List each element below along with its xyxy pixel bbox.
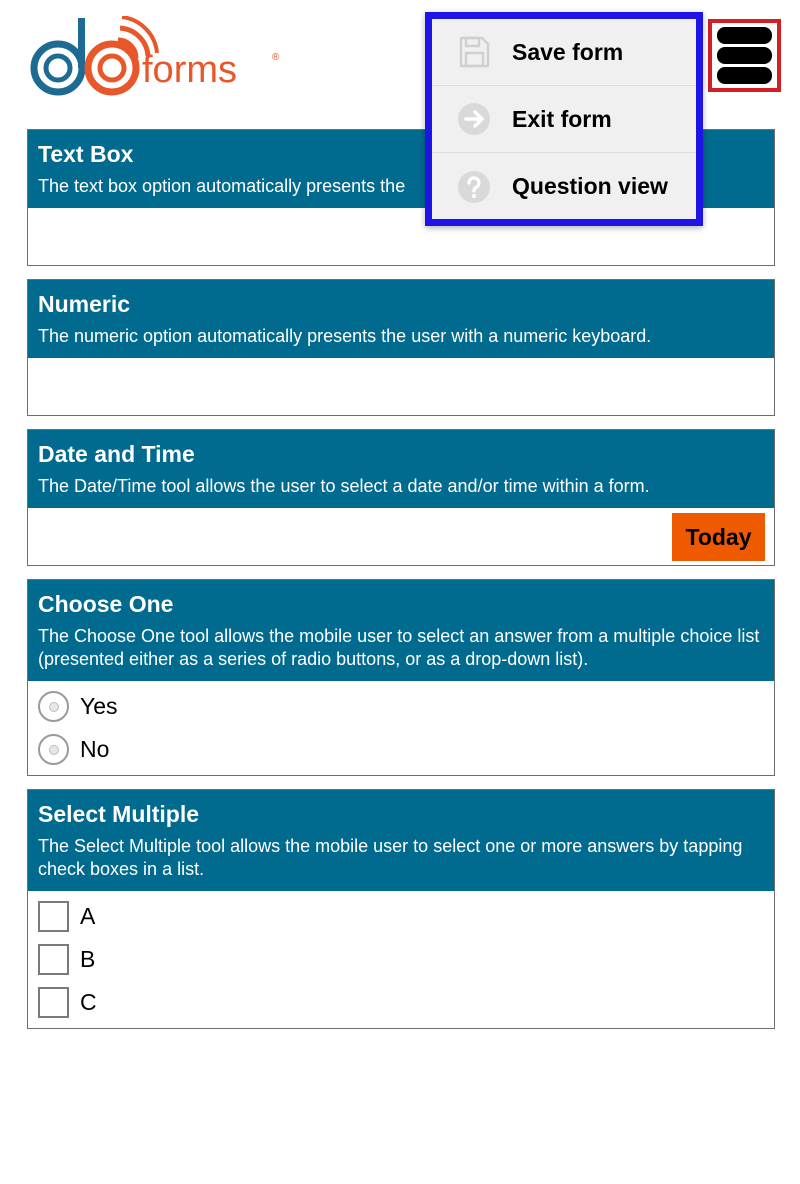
radio-option-label: No bbox=[80, 736, 110, 762]
section-title: Text Box bbox=[38, 141, 134, 167]
radio-button[interactable] bbox=[38, 691, 69, 722]
logo-registered-mark: ® bbox=[272, 52, 280, 63]
date-time-section bbox=[27, 429, 775, 566]
section-header bbox=[28, 580, 774, 681]
checkbox-option-label: A bbox=[80, 903, 96, 929]
menu-item-label: Question view bbox=[512, 173, 668, 199]
menu-button[interactable] bbox=[708, 19, 781, 92]
menu-bar-icon bbox=[717, 47, 772, 64]
select-multiple-section bbox=[27, 789, 775, 1029]
checkbox[interactable] bbox=[38, 987, 69, 1018]
checkbox-option-label: B bbox=[80, 946, 96, 972]
checkbox-option-b[interactable] bbox=[28, 938, 774, 981]
menu-bar-icon bbox=[717, 67, 772, 84]
section-header bbox=[28, 790, 774, 891]
radio-dot-icon bbox=[49, 702, 59, 712]
menu-item-question-view[interactable] bbox=[432, 153, 696, 220]
doforms-logo bbox=[30, 16, 290, 100]
question-circle-icon bbox=[454, 167, 494, 207]
arrow-right-circle-icon bbox=[454, 99, 494, 139]
menu-item-label: Exit form bbox=[512, 105, 612, 132]
menu-item-label: Save form bbox=[512, 38, 624, 65]
radio-dot-icon bbox=[49, 745, 59, 755]
checkbox[interactable] bbox=[38, 944, 69, 975]
today-button[interactable]: Today bbox=[672, 513, 765, 561]
section-title: Numeric bbox=[38, 291, 131, 317]
section-header bbox=[28, 430, 774, 508]
doforms-logo-graphic bbox=[30, 16, 290, 100]
section-description: The Select Multiple tool allows the mobile user to select one or more answers by tapping check boxes in a list. bbox=[38, 836, 743, 879]
section-description: The numeric option automatically presents the user with a numeric keyboard. bbox=[38, 326, 652, 346]
choose-one-section bbox=[27, 579, 775, 776]
section-title: Date and Time bbox=[38, 441, 195, 467]
logo-forms-text: forms bbox=[142, 49, 237, 91]
section-title: Select Multiple bbox=[38, 801, 200, 827]
radio-option-no[interactable] bbox=[28, 728, 774, 771]
checkbox-option-label: C bbox=[80, 989, 97, 1015]
checkbox-option-c[interactable] bbox=[28, 981, 774, 1024]
menu-item-save-form[interactable] bbox=[432, 19, 696, 86]
date-time-input[interactable] bbox=[28, 508, 774, 565]
menu-bar-icon bbox=[717, 27, 772, 44]
checkbox-option-a[interactable] bbox=[28, 895, 774, 938]
numeric-section bbox=[27, 279, 775, 416]
radio-button[interactable] bbox=[38, 734, 69, 765]
overflow-menu bbox=[425, 12, 703, 226]
menu-item-exit-form[interactable] bbox=[432, 86, 696, 153]
numeric-input[interactable] bbox=[28, 358, 774, 415]
checkbox[interactable] bbox=[38, 901, 69, 932]
section-description: The Choose One tool allows the mobile user to select an answer from a multiple choice list (presented either as a series of radio buttons, or as a drop-down list). bbox=[38, 626, 760, 669]
section-title: Choose One bbox=[38, 591, 174, 617]
radio-option-label: Yes bbox=[80, 693, 118, 719]
section-header bbox=[28, 280, 774, 358]
section-description: The Date/Time tool allows the user to select a date and/or time within a form. bbox=[38, 476, 650, 496]
radio-option-yes[interactable] bbox=[28, 685, 774, 728]
floppy-disk-icon bbox=[454, 32, 494, 72]
section-description: The text box option automatically presents the bbox=[38, 176, 406, 196]
